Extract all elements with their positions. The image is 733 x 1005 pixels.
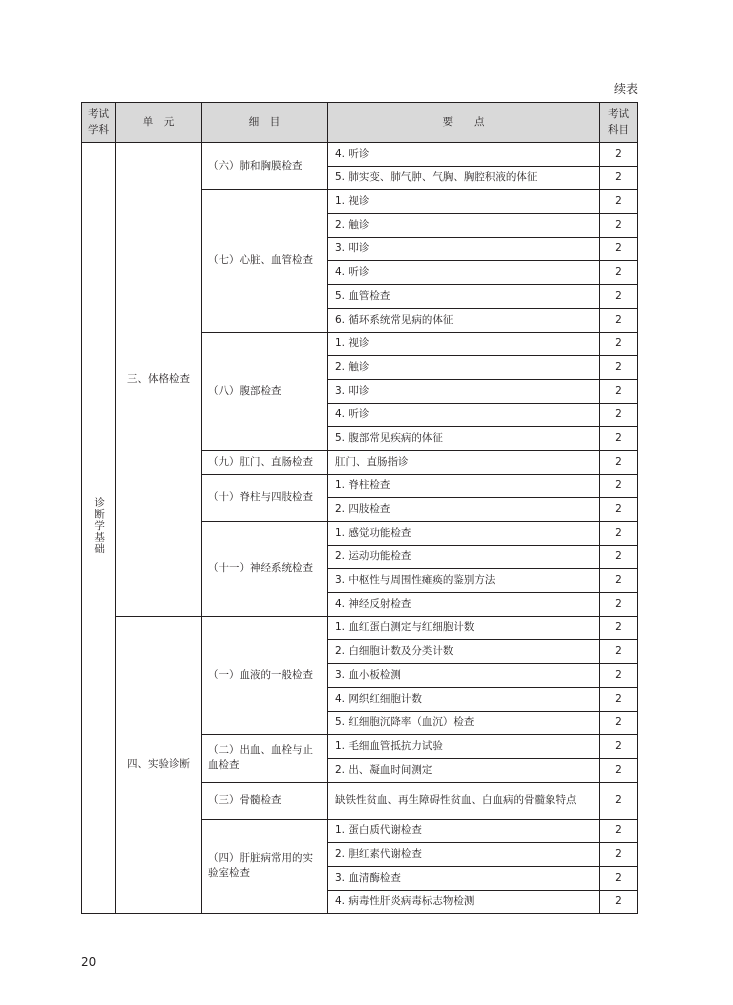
- point-text: 缺铁性贫血、再生障碍性贫血、白血病的骨髓象特点: [328, 782, 600, 819]
- header-subject: 考试 学科: [82, 103, 116, 143]
- item-blood-general: （一）血液的一般检查: [202, 616, 328, 734]
- point-text: 4. 病毒性肝炎病毒标志物检测: [328, 890, 600, 914]
- point-text: 2. 出、凝血时间测定: [328, 758, 600, 782]
- point-text: 2. 胆红素代谢检查: [328, 843, 600, 867]
- point-text: 1. 视诊: [328, 190, 600, 214]
- unit-lab-diagnosis: 四、实验诊断: [116, 616, 202, 914]
- exam-code: 2: [600, 143, 638, 167]
- item-bone-marrow: （三）骨髓检查: [202, 782, 328, 819]
- point-text: 1. 毛细血管抵抗力试验: [328, 735, 600, 759]
- item-nervous-system: （十一）神经系统检查: [202, 522, 328, 617]
- exam-code: 2: [600, 356, 638, 380]
- point-text: 5. 血管检查: [328, 285, 600, 309]
- point-text: 3. 叩诊: [328, 379, 600, 403]
- exam-code: 2: [600, 332, 638, 356]
- point-text: 2. 白细胞计数及分类计数: [328, 640, 600, 664]
- point-text: 5. 腹部常见疾病的体征: [328, 427, 600, 451]
- exam-code: 2: [600, 261, 638, 285]
- continued-label: 续表: [613, 82, 638, 96]
- point-text: 2. 触诊: [328, 356, 600, 380]
- exam-code: 2: [600, 403, 638, 427]
- exam-code: 2: [600, 214, 638, 238]
- exam-code: 2: [600, 616, 638, 640]
- point-text: 4. 听诊: [328, 143, 600, 167]
- point-text: 2. 触诊: [328, 214, 600, 238]
- exam-code: 2: [600, 758, 638, 782]
- item-lung-pleura: （六）肺和胸膜检查: [202, 143, 328, 190]
- point-text: 1. 视诊: [328, 332, 600, 356]
- exam-code: 2: [600, 866, 638, 890]
- point-text: 5. 红细胞沉降率（血沉）检查: [328, 711, 600, 735]
- table-header-row: [82, 103, 638, 143]
- exam-code: 2: [600, 735, 638, 759]
- exam-code: 2: [600, 379, 638, 403]
- point-text: 1. 感觉功能检查: [328, 522, 600, 546]
- exam-code: 2: [600, 545, 638, 569]
- exam-code: 2: [600, 569, 638, 593]
- exam-code: 2: [600, 190, 638, 214]
- exam-code: 2: [600, 237, 638, 261]
- table-row: [82, 143, 638, 167]
- point-text: 4. 听诊: [328, 261, 600, 285]
- syllabus-table: [81, 102, 638, 914]
- point-text: 1. 蛋白质代谢检查: [328, 819, 600, 843]
- point-text: 3. 中枢性与周围性瘫痪的鉴别方法: [328, 569, 600, 593]
- exam-code: 2: [600, 474, 638, 498]
- point-text: 6. 循环系统常见病的体征: [328, 308, 600, 332]
- point-text: 2. 运动功能检查: [328, 545, 600, 569]
- exam-code: 2: [600, 498, 638, 522]
- point-text: 肛门、直肠指诊: [328, 450, 600, 474]
- subject-label: 诊断学基础: [93, 496, 106, 555]
- point-text: 4. 听诊: [328, 403, 600, 427]
- point-text: 3. 血清酶检查: [328, 866, 600, 890]
- item-bleeding-thrombosis: （二）出血、血栓与止血检查: [202, 735, 328, 782]
- header-item: 细 目: [202, 103, 328, 143]
- point-text: 1. 血红蛋白测定与红细胞计数: [328, 616, 600, 640]
- point-text: 2. 四肢检查: [328, 498, 600, 522]
- point-text: 4. 网织红细胞计数: [328, 687, 600, 711]
- exam-code: 2: [600, 819, 638, 843]
- table-row: [82, 616, 638, 640]
- item-spine-limbs: （十）脊柱与四肢检查: [202, 474, 328, 521]
- exam-code: 2: [600, 640, 638, 664]
- exam-code: 2: [600, 427, 638, 451]
- subject-cell: [82, 143, 116, 914]
- exam-code: 2: [600, 593, 638, 617]
- exam-code: 2: [600, 890, 638, 914]
- exam-code: 2: [600, 308, 638, 332]
- exam-code: 2: [600, 166, 638, 190]
- item-abdomen: （八）腹部检查: [202, 332, 328, 450]
- exam-code: 2: [600, 450, 638, 474]
- exam-code: 2: [600, 782, 638, 819]
- exam-code: 2: [600, 285, 638, 309]
- unit-physical-exam: 三、体格检查: [116, 143, 202, 617]
- point-text: 4. 神经反射检查: [328, 593, 600, 617]
- exam-code: 2: [600, 687, 638, 711]
- point-text: 3. 血小板检测: [328, 664, 600, 688]
- header-points: 要 点: [328, 103, 600, 143]
- point-text: 5. 肺实变、肺气肿、气胸、胸腔积液的体征: [328, 166, 600, 190]
- exam-code: 2: [600, 711, 638, 735]
- point-text: 3. 叩诊: [328, 237, 600, 261]
- exam-code: 2: [600, 522, 638, 546]
- header-exam: 考试 科目: [600, 103, 638, 143]
- item-anus-rectum: （九）肛门、直肠检查: [202, 450, 328, 474]
- item-heart-vessels: （七）心脏、血管检查: [202, 190, 328, 332]
- page-number: 20: [81, 955, 97, 969]
- point-text: 1. 脊柱检查: [328, 474, 600, 498]
- exam-code: 2: [600, 843, 638, 867]
- header-unit: 单 元: [116, 103, 202, 143]
- item-liver-lab: （四）肝脏病常用的实验室检查: [202, 819, 328, 914]
- exam-code: 2: [600, 664, 638, 688]
